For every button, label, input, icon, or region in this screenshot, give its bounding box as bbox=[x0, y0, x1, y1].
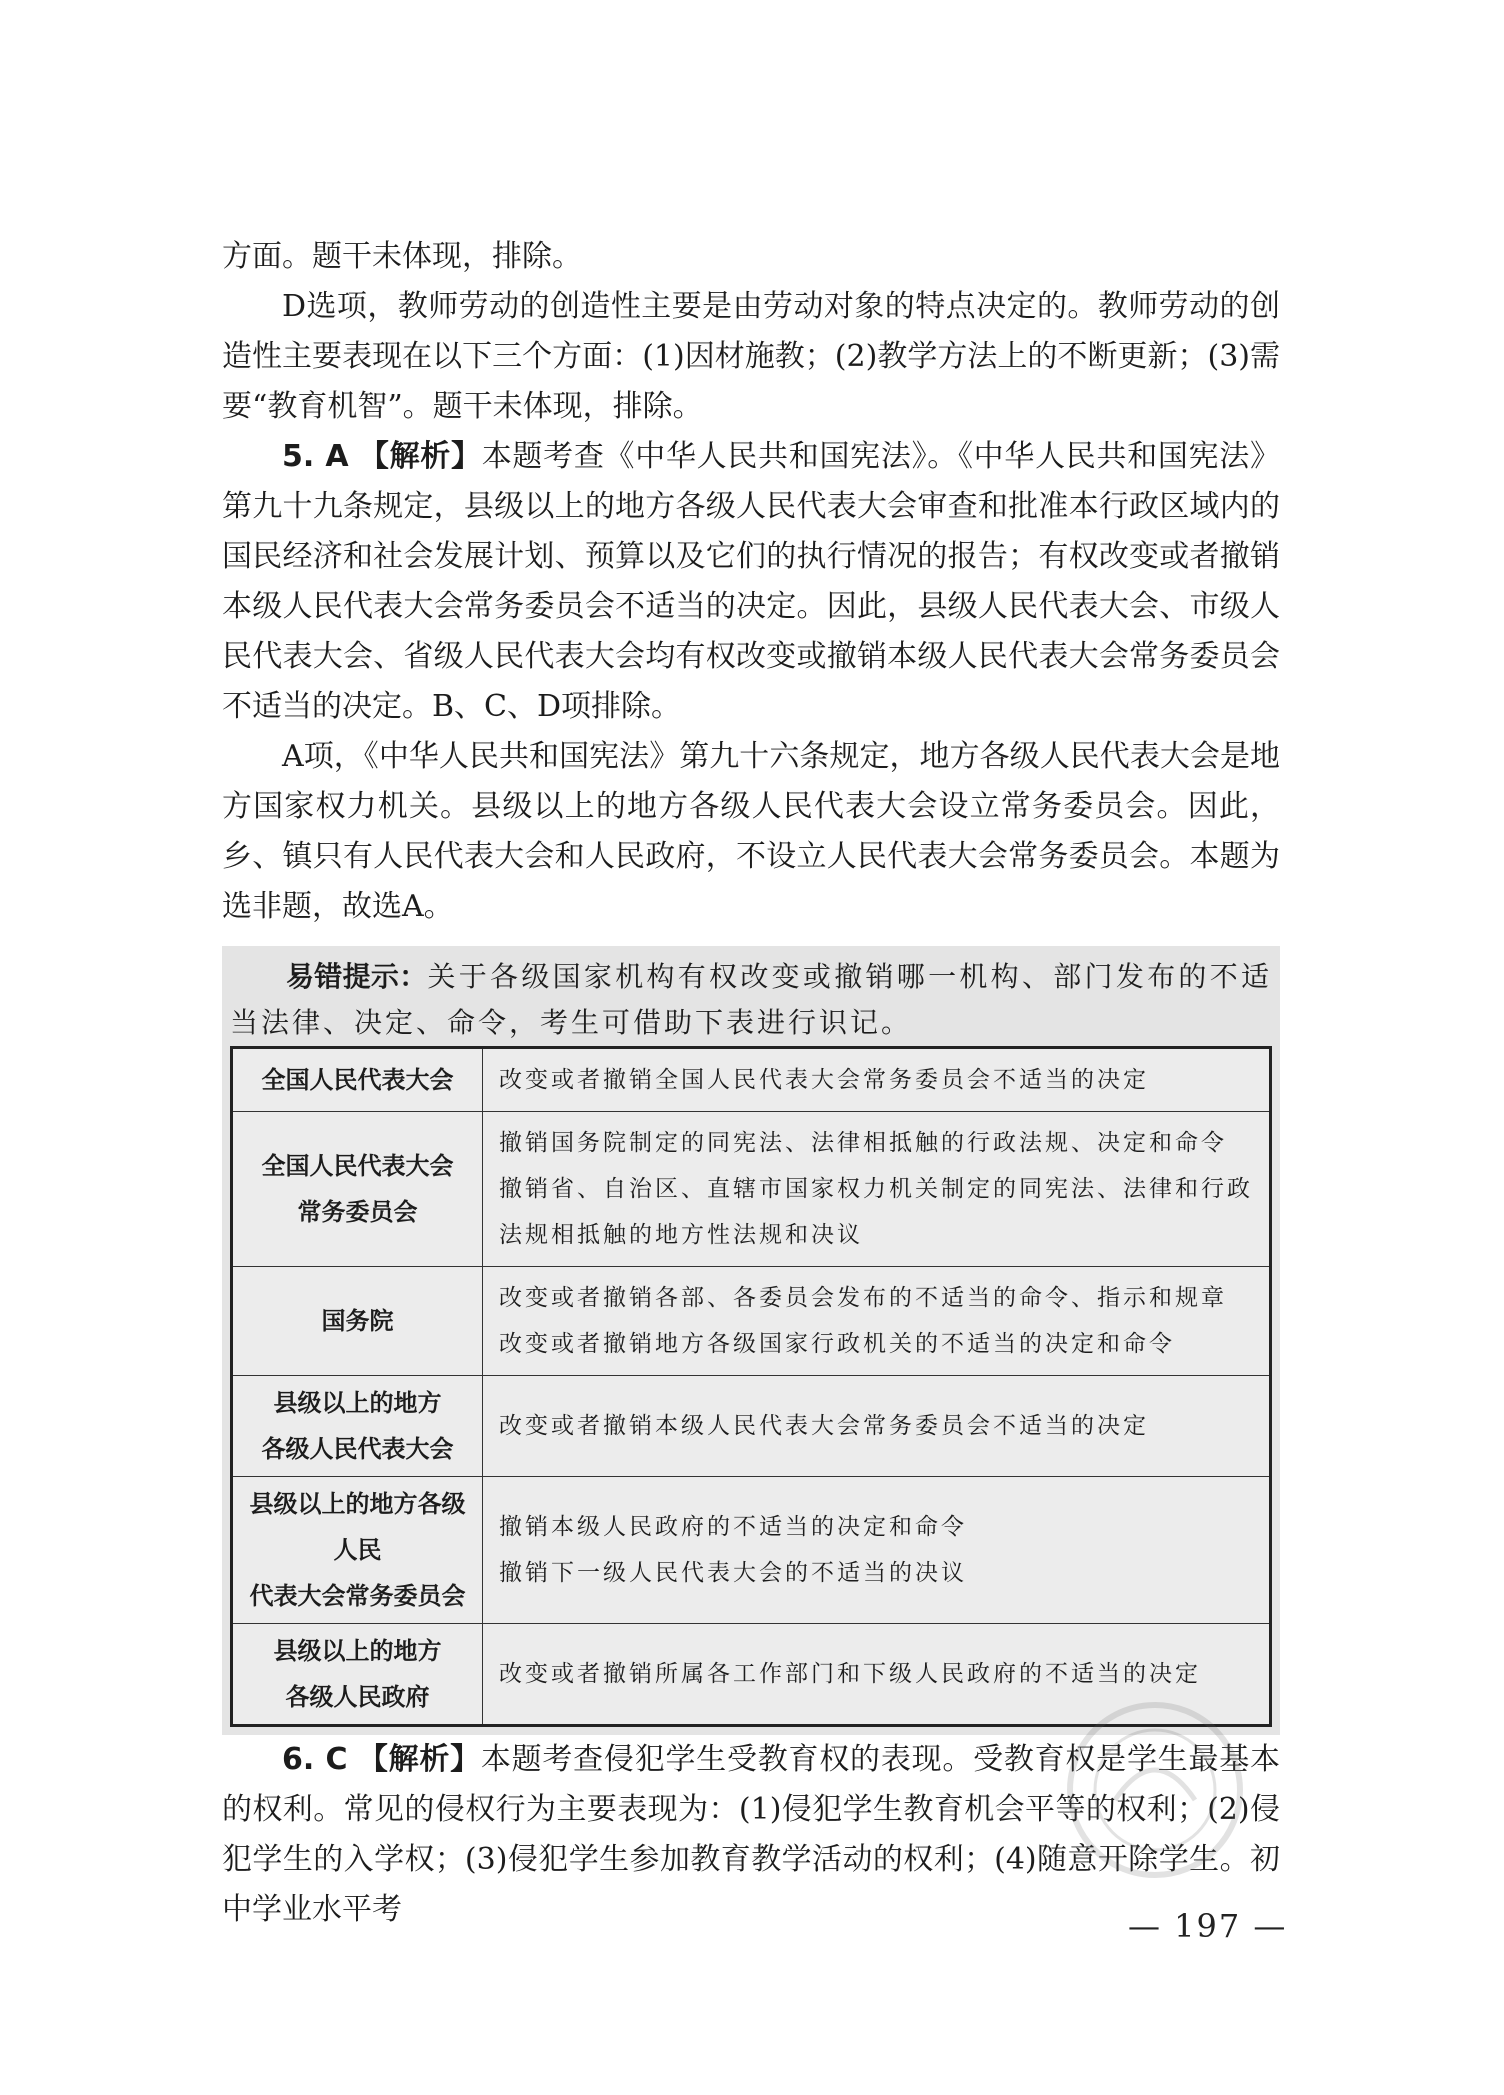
table-row bbox=[232, 1267, 1271, 1376]
table-cell-organ bbox=[232, 1624, 483, 1726]
table-cell-power bbox=[483, 1477, 1271, 1624]
question-5-text: 本题考查《中华人民共和国宪法》。《中华人民共和国宪法》第九十九条规定，县级以上的地方各级人民代表大会审查和批准本行政区域内的国民经济和社会发展计划、预算以及它们的执行情况的报告；有权改变或者撤销本级人民代表大会常务委员会不适当的决定。因此，县级人民代表大会、市级人民代表大会、省级人民代表大会均有权改变或撤销本级人民代表大会常务委员会不适当的决定。B、C、D项排除。 bbox=[222, 439, 1281, 724]
organ-name-line: 全国人民代表大会 bbox=[261, 1066, 454, 1094]
table-cell-power bbox=[483, 1267, 1271, 1376]
organ-name-line: 各级人民政府 bbox=[285, 1683, 430, 1711]
paragraph-top-1: 方面。题干未体现，排除。 bbox=[222, 239, 582, 274]
error-tip-box bbox=[222, 946, 1280, 1735]
organ-name-line: 县级以上的地方 bbox=[273, 1389, 442, 1417]
power-line: 撤销下一级人民代表大会的不适当的决议 bbox=[499, 1560, 967, 1586]
table-row bbox=[232, 1048, 1271, 1112]
table-cell-organ bbox=[232, 1267, 483, 1376]
power-line: 改变或者撤销本级人民代表大会常务委员会不适当的决定 bbox=[499, 1413, 1149, 1439]
table-cell-power bbox=[483, 1048, 1271, 1112]
question-5-number: 5. A bbox=[282, 439, 349, 474]
power-line: 改变或者撤销所属各工作部门和下级人民政府的不适当的决定 bbox=[499, 1661, 1201, 1687]
table-cell-power bbox=[483, 1376, 1271, 1477]
organ-name-line: 全国人民代表大会 bbox=[261, 1152, 454, 1180]
table-row bbox=[232, 1376, 1271, 1477]
authority-table bbox=[230, 1046, 1272, 1727]
table-row bbox=[232, 1477, 1271, 1624]
authority-table-body bbox=[232, 1048, 1271, 1726]
power-line: 改变或者撤销全国人民代表大会常务委员会不适当的决定 bbox=[499, 1067, 1149, 1093]
table-cell-organ bbox=[232, 1376, 483, 1477]
power-line: 撤销省、自治区、直辖市国家权力机关制定的同宪法、法律和行政 bbox=[499, 1176, 1253, 1202]
error-tip-text bbox=[230, 954, 1272, 1046]
question-6-text: 本题考查侵犯学生受教育权的表现。受教育权是学生最基本的权利。常见的侵权行为主要表现为：(1)侵犯学生教育机会平等的权利；(2)侵犯学生的入学权；(3)侵犯学生参加教育教学活动的权利；(4)随意开除学生。初中学业水平考 bbox=[222, 1742, 1281, 1927]
question-6-tag: 【解析】 bbox=[357, 1742, 481, 1777]
table-cell-organ bbox=[232, 1477, 483, 1624]
publisher-seal-watermark bbox=[1035, 1680, 1275, 1880]
error-tip-label: 易错提示： bbox=[286, 960, 428, 993]
paragraph-top-2: D选项，教师劳动的创造性主要是由劳动对象的特点决定的。教师劳动的创造性主要表现在以下三个方面：(1)因材施教；(2)教学方法上的不断更新；(3)需要“教育机智”。题干未体现，排除。 bbox=[222, 289, 1280, 424]
question-5-paragraph-2: A项，《中华人民共和国宪法》第九十六条规定，地方各级人民代表大会是地方国家权力机关。县级以上的地方各级人民代表大会设立常务委员会。因此，乡、镇只有人民代表大会和人民政府，不设立人民代表大会常务委员会。本题为选非题，故选A。 bbox=[222, 739, 1280, 924]
organ-name-line: 县级以上的地方 bbox=[273, 1637, 442, 1665]
question-5-tag: 【解析】 bbox=[358, 439, 482, 474]
table-cell-organ bbox=[232, 1112, 483, 1267]
organ-name-line: 常务委员会 bbox=[297, 1198, 418, 1226]
power-line: 法规相抵触的地方性法规和决议 bbox=[499, 1222, 863, 1248]
organ-name-line: 各级人民代表大会 bbox=[261, 1435, 454, 1463]
table-row bbox=[232, 1112, 1271, 1267]
error-tip-body: 关于各级国家机构有权改变或撤销哪一机构、部门发布的不适当法律、决定、命令，考生可借助下表进行识记。 bbox=[230, 960, 1272, 1039]
power-line: 撤销本级人民政府的不适当的决定和命令 bbox=[499, 1514, 967, 1540]
power-line: 改变或者撤销地方各级国家行政机关的不适当的决定和命令 bbox=[499, 1331, 1175, 1357]
question-5-analysis bbox=[222, 432, 1280, 732]
question-6-number: 6. C bbox=[282, 1742, 348, 1777]
power-line: 改变或者撤销各部、各委员会发布的不适当的命令、指示和规章 bbox=[499, 1285, 1227, 1311]
table-cell-organ bbox=[232, 1048, 483, 1112]
organ-name-line: 代表大会常务委员会 bbox=[249, 1582, 466, 1610]
table-cell-power bbox=[483, 1112, 1271, 1267]
organ-name-line: 县级以上的地方各级人民 bbox=[249, 1490, 466, 1564]
page-number: — 197 — bbox=[1128, 1907, 1288, 1945]
power-line: 撤销国务院制定的同宪法、法律相抵触的行政法规、决定和命令 bbox=[499, 1130, 1227, 1156]
organ-name-line: 国务院 bbox=[321, 1307, 394, 1335]
